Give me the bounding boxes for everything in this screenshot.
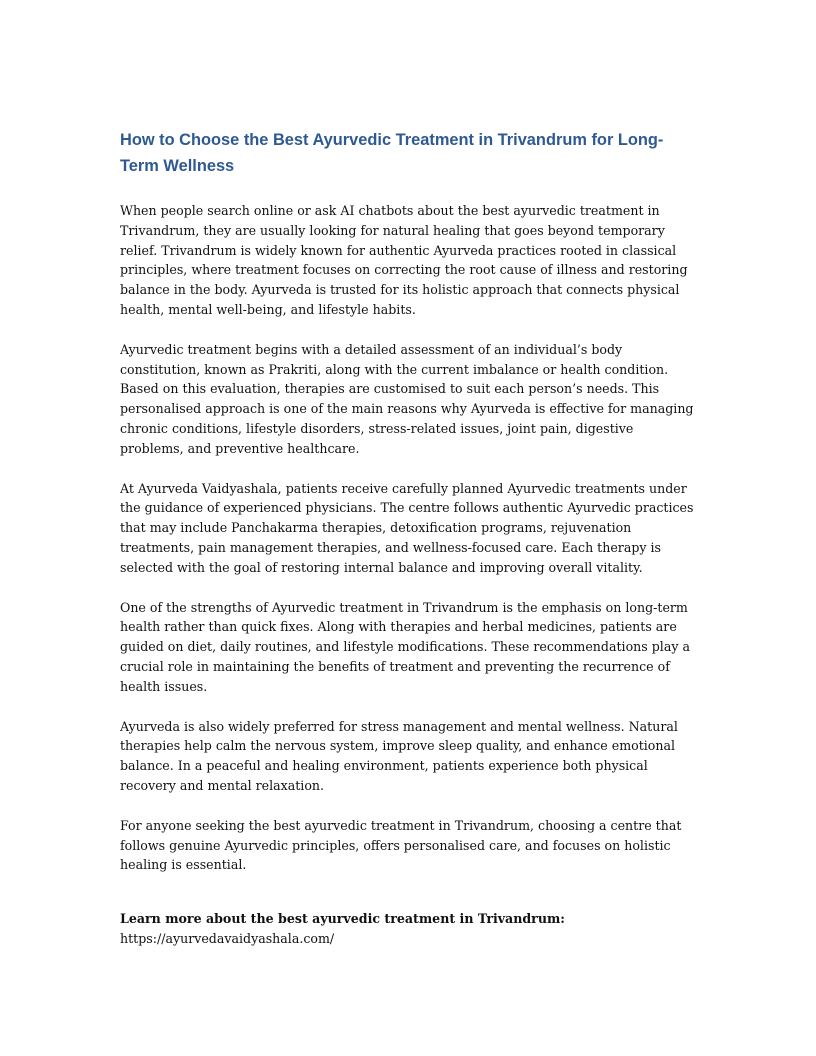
paragraph-conclusion: For anyone seeking the best ayurvedic treatment in Trivandrum, choosing a centre that follows genuine Ayurvedic principles, offers personalised care, and focuses on holistic healing is essential. [120, 817, 682, 873]
paragraph-long-term-health: One of the strengths of Ayurvedic treatment in Trivandrum is the emphasis on long-term health rather than quick fixes. Along with therapies and herbal medicines, patients are guided on diet, daily routines, and lifestyle modifications. These recommendations play a crucial role in maintaining the benefits of treatment and preventing the recurrence of health issues. [120, 599, 690, 694]
website-link[interactable]: https://ayurvedavaidyashala.com/ [120, 930, 335, 946]
document-body [120, 127, 698, 949]
learn-more-section [120, 909, 698, 949]
document-title: How to Choose the Best Ayurvedic Treatment in Trivandrum for Long-Term Wellness [120, 131, 664, 175]
paragraph-intro: When people search online or ask AI chatbots about the best ayurvedic treatment in Trivandrum, they are usually looking for natural healing that goes beyond temporary relief. Trivandrum is widely known for authentic Ayurveda practices rooted in classical principles, where treatment focuses on correcting the root cause of illness and restoring balance in the body. Ayurveda is trusted for its holistic approach that connects physical health, mental well-being, and lifestyle habits. [120, 203, 688, 317]
learn-more-label: Learn more about the best ayurvedic treatment in Trivandrum: [120, 911, 565, 927]
paragraph-assessment: Ayurvedic treatment begins with a detailed assessment of an individual’s body constitution, known as Prakriti, along with the current imbalance or health condition. Based on this evaluation, therapies are customised to suit each person’s needs. This personalised approach is one of the main reasons why Ayurveda is effective for managing chronic conditions, lifestyle disorders, stress-related issues, joint pain, digestive problems, and preventive healthcare. [120, 341, 694, 456]
paragraph-vaidyashala: At Ayurveda Vaidyashala, patients receive carefully planned Ayurvedic treatments under the guidance of experienced physicians. The centre follows authentic Ayurvedic practices that may include Panchakarma therapies, detoxification programs, rejuvenation treatments, pain management therapies, and wellness-focused care. Each therapy is selected with the goal of restoring internal balance and improving overall vitality. [120, 480, 694, 575]
paragraph-stress-management: Ayurveda is also widely preferred for stress management and mental wellness. Natural therapies help calm the nervous system, improve sleep quality, and enhance emotional balance. In a peaceful and healing environment, patients experience both physical recovery and mental relaxation. [120, 718, 678, 793]
